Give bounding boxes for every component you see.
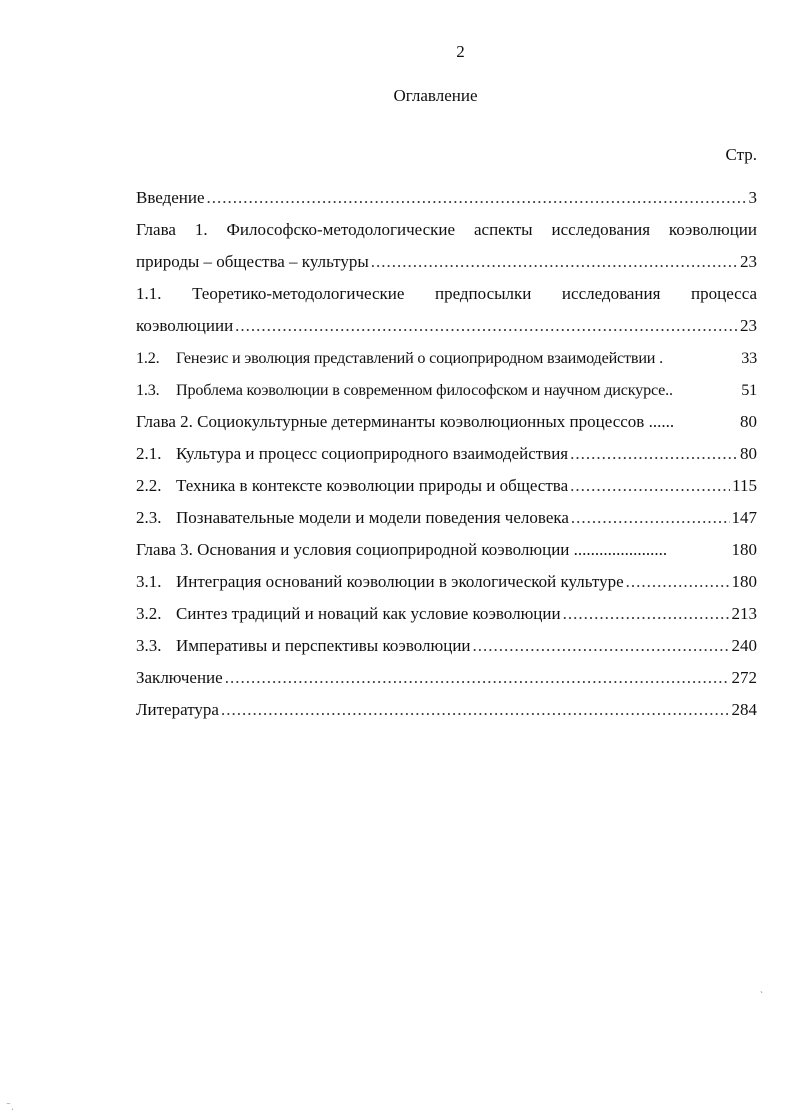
toc-entry-label: Введение [136, 188, 205, 207]
dot-leader [626, 566, 730, 598]
dot-leader [563, 598, 730, 630]
toc-entry-label: Глава 2. Социокультурные детерминанты коэволюционных процессов ...... [136, 412, 675, 431]
page-title: Оглавление [393, 86, 478, 105]
toc-entry-page: 80 [740, 412, 757, 431]
toc-entry-number: 3.2. [136, 604, 162, 623]
toc-entry-section-1-1-continued[interactable] [136, 310, 757, 342]
toc-entry-chapter-2[interactable] [136, 406, 757, 438]
toc-entry-label-continued: коэволюциии [136, 316, 234, 335]
toc-entry-chapter-1-continued[interactable] [136, 246, 757, 278]
toc-entry-number: 1.3. [136, 381, 160, 399]
dot-leader [473, 630, 730, 662]
page-number: 2 [456, 42, 465, 61]
toc-entry-page: 180 [731, 540, 757, 559]
toc-entry-page: 33 [741, 349, 757, 367]
dot-leader [570, 438, 738, 470]
toc-entry-bibliography[interactable] [136, 694, 757, 726]
dot-leader [221, 694, 730, 726]
toc-entry-page: 80 [740, 444, 757, 463]
toc-entry-page: 213 [731, 604, 757, 623]
toc-entry-label: Императивы и перспективы коэволюции [176, 636, 471, 655]
toc-entry-page: 3 [748, 188, 757, 207]
toc-entry-number: 2.3. [136, 508, 162, 527]
toc-entry-label: Синтез традиций и новаций как условие коэволюции [176, 604, 561, 623]
toc-entry-section-1-2[interactable] [136, 342, 757, 374]
toc-entry-label: Культура и процесс социоприродного взаимодействия [176, 444, 569, 463]
toc-entry-label: Заключение [136, 668, 223, 687]
toc-entry-chapter-1[interactable] [136, 214, 757, 246]
toc-entry-section-3-3[interactable] [136, 630, 757, 662]
toc-entry-number: 1.1. [136, 284, 162, 303]
dot-leader [225, 662, 730, 694]
page-column-label: Стр. [725, 145, 757, 164]
toc-entry-introduction[interactable] [136, 182, 757, 214]
toc-entry-section-2-1[interactable] [136, 438, 757, 470]
table-of-contents [136, 182, 757, 726]
toc-entry-label: Познавательные модели и модели поведения человека [176, 508, 569, 527]
toc-entry-label: Генезис и эволюция представлений о социоприродном взаимодействии . [176, 349, 663, 367]
toc-entry-section-3-1[interactable] [136, 566, 757, 598]
toc-entry-number: 3.1. [136, 572, 162, 591]
toc-entry-page: 240 [731, 636, 757, 655]
dot-leader [371, 246, 738, 278]
toc-entry-label: Проблема коэволюции в современном философском и научном дискурсе.. [176, 381, 673, 399]
toc-entry-label: Литература [136, 700, 219, 719]
toc-entry-section-2-3[interactable] [136, 502, 757, 534]
toc-entry-page: 147 [731, 508, 757, 527]
toc-entry-number: 2.2. [136, 476, 162, 495]
toc-entry-chapter-3[interactable] [136, 534, 757, 566]
toc-entry-page: 284 [731, 700, 757, 719]
toc-entry-page: 272 [731, 668, 757, 687]
toc-entry-number: 2.1. [136, 444, 162, 463]
dot-leader [570, 470, 730, 502]
toc-entry-page: 180 [731, 572, 757, 591]
toc-entry-page: 115 [732, 476, 757, 495]
toc-entry-label-continued: природы – общества – культуры [136, 252, 369, 271]
toc-entry-number: 1.2. [136, 349, 160, 367]
toc-entry-label: Глава 3. Основания и условия социоприродной коэволюции ...................... [136, 540, 668, 559]
dot-leader [571, 502, 730, 534]
scan-speck: ⁻ˌ [6, 1100, 14, 1110]
toc-entry-page: 23 [740, 252, 757, 271]
toc-entry-section-1-1[interactable] [136, 278, 757, 310]
dot-leader [235, 310, 738, 342]
toc-entry-section-1-3[interactable] [136, 374, 757, 406]
toc-entry-label: 1.1. Теоретико-методологические предпосылки исследования процесса [136, 284, 758, 303]
toc-entry-page: 51 [741, 381, 757, 399]
toc-entry-number: 3.3. [136, 636, 162, 655]
toc-entry-section-3-2[interactable] [136, 598, 757, 630]
toc-entry-label: Глава 1. Философско-методологические аспекты исследования коэволюции [136, 220, 757, 239]
toc-entry-label: Интеграция оснований коэволюции в экологической культуре [176, 572, 624, 591]
toc-entry-page: 23 [740, 316, 757, 335]
scan-speck: ˋ [760, 990, 763, 1000]
toc-entry-section-2-2[interactable] [136, 470, 757, 502]
dot-leader [207, 182, 747, 214]
toc-entry-conclusion[interactable] [136, 662, 757, 694]
toc-entry-label: Техника в контексте коэволюции природы и общества [176, 476, 569, 495]
